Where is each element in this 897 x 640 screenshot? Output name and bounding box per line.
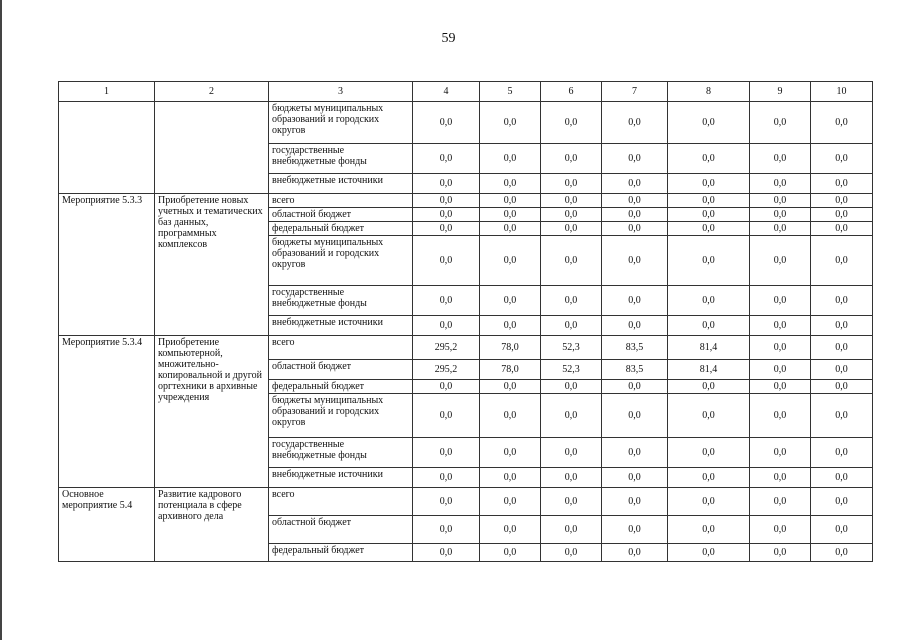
value-cell: 0,0 bbox=[480, 286, 541, 316]
value-cell: 0,0 bbox=[541, 394, 602, 438]
value-cell: 0,0 bbox=[811, 468, 873, 488]
value-cell: 0,0 bbox=[480, 144, 541, 174]
value-cell: 0,0 bbox=[541, 544, 602, 562]
value-cell: 0,0 bbox=[480, 468, 541, 488]
funding-source-cell: государственные внебюджетные фонды bbox=[269, 144, 413, 174]
header-row bbox=[59, 82, 873, 102]
measure-name-cell: Мероприятие 5.3.4 bbox=[59, 336, 155, 488]
table-body bbox=[59, 82, 873, 562]
value-cell: 0,0 bbox=[602, 208, 668, 222]
value-cell: 0,0 bbox=[480, 222, 541, 236]
measure-title-cell: Приобретение новых учетных и тематических баз данных, программных комплексов bbox=[155, 194, 269, 336]
table-row bbox=[59, 336, 873, 360]
value-cell: 0,0 bbox=[480, 208, 541, 222]
page-left-edge bbox=[0, 0, 2, 640]
value-cell: 0,0 bbox=[413, 236, 480, 286]
value-cell: 0,0 bbox=[668, 488, 750, 516]
value-cell: 83,5 bbox=[602, 336, 668, 360]
value-cell: 0,0 bbox=[480, 488, 541, 516]
value-cell: 52,3 bbox=[541, 360, 602, 380]
value-cell: 0,0 bbox=[668, 438, 750, 468]
value-cell: 0,0 bbox=[602, 286, 668, 316]
value-cell: 0,0 bbox=[602, 488, 668, 516]
value-cell: 0,0 bbox=[750, 380, 811, 394]
value-cell: 295,2 bbox=[413, 336, 480, 360]
header-cell: 7 bbox=[602, 82, 668, 102]
measure-name-cell: Мероприятие 5.3.3 bbox=[59, 194, 155, 336]
header-cell: 3 bbox=[269, 82, 413, 102]
value-cell: 0,0 bbox=[750, 174, 811, 194]
value-cell: 0,0 bbox=[811, 360, 873, 380]
value-cell: 0,0 bbox=[668, 544, 750, 562]
value-cell: 0,0 bbox=[480, 316, 541, 336]
value-cell: 0,0 bbox=[750, 336, 811, 360]
funding-source-cell: федеральный бюджет bbox=[269, 544, 413, 562]
value-cell: 0,0 bbox=[541, 316, 602, 336]
value-cell: 0,0 bbox=[750, 194, 811, 208]
value-cell: 0,0 bbox=[602, 102, 668, 144]
value-cell: 0,0 bbox=[811, 380, 873, 394]
value-cell: 0,0 bbox=[668, 468, 750, 488]
value-cell: 0,0 bbox=[750, 316, 811, 336]
measure-name-cell bbox=[59, 102, 155, 194]
value-cell: 0,0 bbox=[541, 468, 602, 488]
funding-source-cell: федеральный бюджет bbox=[269, 380, 413, 394]
measure-title-cell: Развитие кадрового потенциала в сфере архивного дела bbox=[155, 488, 269, 562]
value-cell: 78,0 bbox=[480, 360, 541, 380]
header-cell: 6 bbox=[541, 82, 602, 102]
funding-source-cell: бюджеты муниципальных образований и городских округов bbox=[269, 102, 413, 144]
value-cell: 0,0 bbox=[413, 102, 480, 144]
header-cell: 2 bbox=[155, 82, 269, 102]
value-cell: 0,0 bbox=[413, 194, 480, 208]
value-cell: 0,0 bbox=[750, 360, 811, 380]
value-cell: 0,0 bbox=[811, 102, 873, 144]
value-cell: 0,0 bbox=[750, 208, 811, 222]
value-cell: 0,0 bbox=[750, 394, 811, 438]
value-cell: 52,3 bbox=[541, 336, 602, 360]
value-cell: 0,0 bbox=[750, 144, 811, 174]
measure-title-cell: Приобретение компьютерной, множительно-копировальной и другой оргтехники в архивные учреждения bbox=[155, 336, 269, 488]
value-cell: 0,0 bbox=[602, 544, 668, 562]
value-cell: 0,0 bbox=[668, 222, 750, 236]
value-cell: 0,0 bbox=[541, 102, 602, 144]
value-cell: 0,0 bbox=[750, 236, 811, 286]
value-cell: 0,0 bbox=[668, 380, 750, 394]
value-cell: 0,0 bbox=[668, 144, 750, 174]
page-number: 59 bbox=[441, 31, 456, 46]
value-cell: 0,0 bbox=[541, 236, 602, 286]
value-cell: 0,0 bbox=[750, 468, 811, 488]
value-cell: 0,0 bbox=[750, 544, 811, 562]
table-row bbox=[59, 488, 873, 516]
value-cell: 0,0 bbox=[668, 102, 750, 144]
value-cell: 0,0 bbox=[541, 194, 602, 208]
header-cell: 10 bbox=[811, 82, 873, 102]
funding-source-cell: бюджеты муниципальных образований и городских округов bbox=[269, 236, 413, 286]
value-cell: 0,0 bbox=[750, 488, 811, 516]
funding-source-cell: бюджеты муниципальных образований и городских округов bbox=[269, 394, 413, 438]
value-cell: 0,0 bbox=[480, 102, 541, 144]
value-cell: 0,0 bbox=[668, 394, 750, 438]
value-cell: 81,4 bbox=[668, 336, 750, 360]
value-cell: 0,0 bbox=[541, 222, 602, 236]
table-row bbox=[59, 102, 873, 144]
value-cell: 0,0 bbox=[413, 174, 480, 194]
value-cell: 0,0 bbox=[668, 208, 750, 222]
value-cell: 0,0 bbox=[668, 194, 750, 208]
value-cell: 0,0 bbox=[541, 208, 602, 222]
value-cell: 0,0 bbox=[480, 174, 541, 194]
measure-title-cell bbox=[155, 102, 269, 194]
value-cell: 0,0 bbox=[668, 316, 750, 336]
funding-source-cell: государственные внебюджетные фонды bbox=[269, 286, 413, 316]
funding-source-cell: федеральный бюджет bbox=[269, 222, 413, 236]
funding-source-cell: внебюджетные источники bbox=[269, 316, 413, 336]
value-cell: 0,0 bbox=[811, 222, 873, 236]
value-cell: 0,0 bbox=[811, 286, 873, 316]
header-cell: 4 bbox=[413, 82, 480, 102]
value-cell: 0,0 bbox=[413, 394, 480, 438]
value-cell: 0,0 bbox=[811, 316, 873, 336]
value-cell: 0,0 bbox=[413, 286, 480, 316]
value-cell: 0,0 bbox=[541, 438, 602, 468]
value-cell: 83,5 bbox=[602, 360, 668, 380]
value-cell: 0,0 bbox=[602, 194, 668, 208]
value-cell: 0,0 bbox=[668, 174, 750, 194]
funding-source-cell: внебюджетные источники bbox=[269, 174, 413, 194]
value-cell: 0,0 bbox=[480, 394, 541, 438]
value-cell: 0,0 bbox=[750, 286, 811, 316]
value-cell: 0,0 bbox=[811, 208, 873, 222]
value-cell: 0,0 bbox=[413, 144, 480, 174]
value-cell: 0,0 bbox=[750, 438, 811, 468]
header-cell: 8 bbox=[668, 82, 750, 102]
value-cell: 0,0 bbox=[668, 516, 750, 544]
value-cell: 0,0 bbox=[811, 394, 873, 438]
value-cell: 0,0 bbox=[602, 468, 668, 488]
value-cell: 0,0 bbox=[811, 194, 873, 208]
value-cell: 0,0 bbox=[750, 102, 811, 144]
value-cell: 0,0 bbox=[413, 516, 480, 544]
value-cell: 0,0 bbox=[668, 236, 750, 286]
value-cell: 0,0 bbox=[480, 438, 541, 468]
value-cell: 0,0 bbox=[480, 194, 541, 208]
value-cell: 0,0 bbox=[413, 208, 480, 222]
value-cell: 0,0 bbox=[811, 236, 873, 286]
value-cell: 0,0 bbox=[541, 286, 602, 316]
value-cell: 295,2 bbox=[413, 360, 480, 380]
value-cell: 0,0 bbox=[413, 468, 480, 488]
value-cell: 0,0 bbox=[480, 516, 541, 544]
value-cell: 0,0 bbox=[413, 222, 480, 236]
value-cell: 0,0 bbox=[811, 516, 873, 544]
funding-source-cell: государственные внебюджетные фонды bbox=[269, 438, 413, 468]
value-cell: 0,0 bbox=[541, 380, 602, 394]
value-cell: 0,0 bbox=[480, 544, 541, 562]
value-cell: 0,0 bbox=[811, 438, 873, 468]
value-cell: 0,0 bbox=[480, 380, 541, 394]
funding-source-cell: всего bbox=[269, 488, 413, 516]
value-cell: 0,0 bbox=[668, 286, 750, 316]
value-cell: 0,0 bbox=[541, 174, 602, 194]
value-cell: 0,0 bbox=[413, 438, 480, 468]
table-row bbox=[59, 194, 873, 208]
funding-source-cell: всего bbox=[269, 194, 413, 208]
value-cell: 0,0 bbox=[602, 174, 668, 194]
value-cell: 0,0 bbox=[602, 516, 668, 544]
funding-source-cell: внебюджетные источники bbox=[269, 468, 413, 488]
value-cell: 0,0 bbox=[602, 236, 668, 286]
funding-source-cell: областной бюджет bbox=[269, 360, 413, 380]
value-cell: 0,0 bbox=[602, 144, 668, 174]
value-cell: 0,0 bbox=[413, 316, 480, 336]
header-cell: 5 bbox=[480, 82, 541, 102]
value-cell: 0,0 bbox=[811, 488, 873, 516]
value-cell: 0,0 bbox=[811, 144, 873, 174]
value-cell: 81,4 bbox=[668, 360, 750, 380]
value-cell: 0,0 bbox=[602, 380, 668, 394]
value-cell: 0,0 bbox=[750, 516, 811, 544]
measure-name-cell: Основное мероприятие 5.4 bbox=[59, 488, 155, 562]
header-cell: 1 bbox=[59, 82, 155, 102]
value-cell: 0,0 bbox=[541, 516, 602, 544]
value-cell: 78,0 bbox=[480, 336, 541, 360]
value-cell: 0,0 bbox=[480, 236, 541, 286]
value-cell: 0,0 bbox=[541, 144, 602, 174]
value-cell: 0,0 bbox=[413, 488, 480, 516]
value-cell: 0,0 bbox=[602, 222, 668, 236]
value-cell: 0,0 bbox=[811, 174, 873, 194]
value-cell: 0,0 bbox=[602, 316, 668, 336]
value-cell: 0,0 bbox=[602, 438, 668, 468]
value-cell: 0,0 bbox=[541, 488, 602, 516]
funding-source-cell: всего bbox=[269, 336, 413, 360]
value-cell: 0,0 bbox=[413, 380, 480, 394]
value-cell: 0,0 bbox=[811, 544, 873, 562]
funding-source-cell: областной бюджет bbox=[269, 208, 413, 222]
value-cell: 0,0 bbox=[811, 336, 873, 360]
value-cell: 0,0 bbox=[602, 394, 668, 438]
budget-table bbox=[58, 81, 873, 562]
header-cell: 9 bbox=[750, 82, 811, 102]
value-cell: 0,0 bbox=[750, 222, 811, 236]
funding-source-cell: областной бюджет bbox=[269, 516, 413, 544]
value-cell: 0,0 bbox=[413, 544, 480, 562]
